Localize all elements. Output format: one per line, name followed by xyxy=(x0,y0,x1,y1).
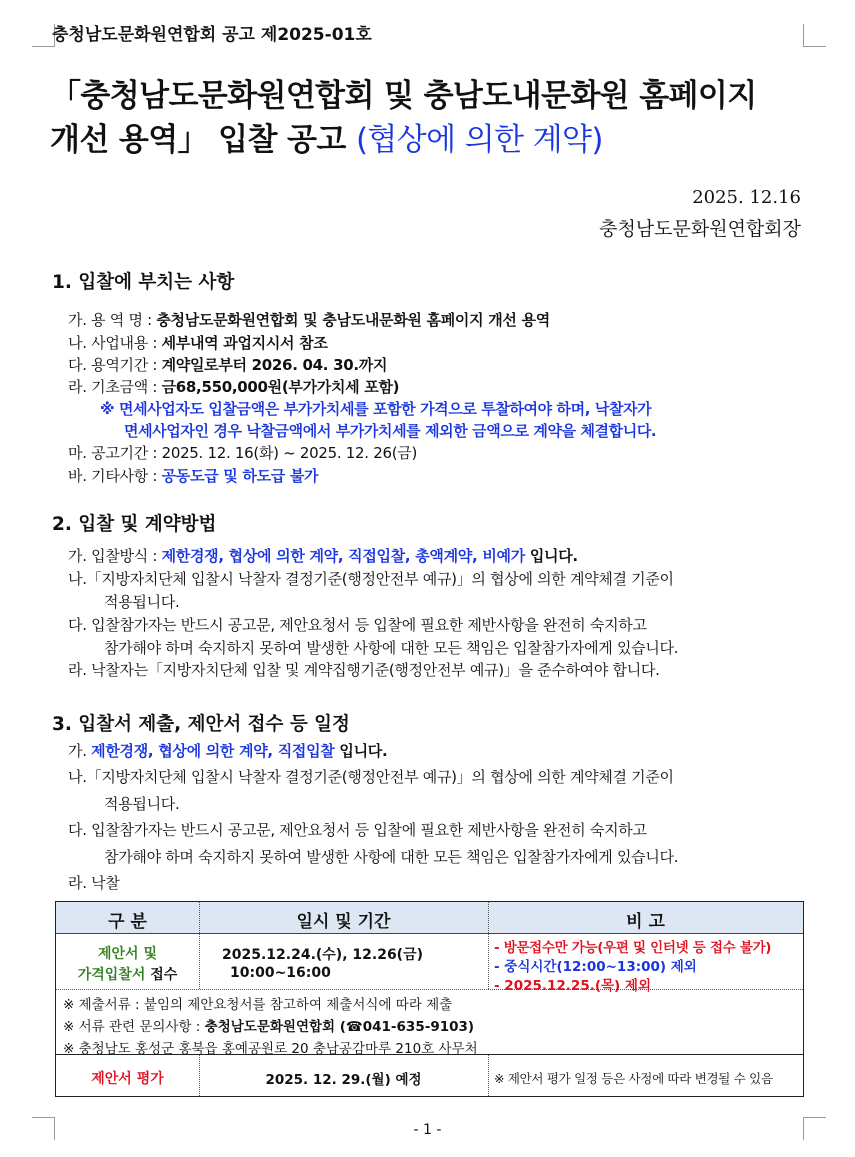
section3-item-b-line1: 나.「지방자치단체 입찰시 낙찰자 결정기준(행정안전부 예규)」의 협상에 의한 계약체결 기준이 xyxy=(68,768,674,786)
section2-heading: 2. 입찰 및 계약방법 xyxy=(52,514,217,535)
section2-item-b-line1: 나.「지방자치단체 입찰시 낙찰자 결정기준(행정안전부 예규)」의 협상에 의한 계약체결 기준이 xyxy=(68,570,674,588)
row2-remark: ※ 제안서 평가 일정 등은 사정에 따라 변경될 수 있음 xyxy=(494,1071,773,1086)
section2-item-a: 가. 입찰방식 : 제한경쟁, 협상에 의한 계약, 직접입찰, 총액계약, 비예가 입니다. xyxy=(68,547,578,565)
row1-datetime-line1: 2025.12.24.(수), 12.26(금) xyxy=(222,947,424,963)
crop-mark-top-right xyxy=(803,24,826,47)
row1-datetime-line2: 10:00~16:00 xyxy=(230,965,331,981)
section1-item-b: 나. 사업내용 : 세부내역 과업지시서 참조 xyxy=(68,334,328,352)
section2-item-c-line1: 다. 입찰참가자는 반드시 공고문, 제안요청서 등 입찰에 필요한 제반사항을 완전히 숙지하고 xyxy=(68,616,647,634)
tax-note-line1: ※ 면세사업자도 입찰금액은 부가가치세를 포함한 가격으로 투찰하여야 하며, 낙찰자가 xyxy=(100,400,652,418)
header-datetime: 일시 및 기간 xyxy=(296,912,391,932)
notice-title-line1: 「충청남도문화원연합회 및 충남도내문화원 홈페이지 xyxy=(50,78,757,114)
note-inquiry: ※ 서류 관련 문의사항 : 충청남도문화원연합회 (☎041-635-9103) xyxy=(63,1019,475,1035)
section1-item-c: 다. 용역기간 : 계약일로부터 2026. 04. 30.까지 xyxy=(68,356,388,374)
section3-item-c-line1: 다. 입찰참가자는 반드시 공고문, 제안요청서 등 입찰에 필요한 제반사항을 완전히 숙지하고 xyxy=(68,821,647,839)
note-address: ※ 충청남도 홍성군 홍북읍 홍예공원로 20 충남공감마루 210호 사무처 xyxy=(63,1041,478,1057)
tax-note-line2: 면세사업자인 경우 낙찰금액에서 부가가치세를 제외한 금액으로 계약을 체결합니다. xyxy=(124,422,657,440)
row1-remark-visit-only: - 방문접수만 가능(우편 및 인터넷 등 접수 불가) xyxy=(494,940,772,956)
notice-title-line2 xyxy=(50,114,603,159)
header-category: 구 분 xyxy=(108,912,147,932)
page-number: - 1 - xyxy=(413,1122,442,1138)
section1-item-d: 라. 기초금액 : 금68,550,000원(부가가치세 포함) xyxy=(68,378,400,396)
contact-info: 충청남도문화원연합회 (☎041-635-9103) xyxy=(204,1019,475,1035)
section3-heading: 3. 입찰서 제출, 제안서 접수 등 일정 xyxy=(52,714,350,735)
row1-category-line2: 가격입찰서 접수 xyxy=(77,967,178,983)
issue-date: 2025. 12.16 xyxy=(692,187,801,208)
row2-datetime: 2025. 12. 29.(월) 예정 xyxy=(265,1072,422,1088)
row1-remark-holiday: - 2025.12.25.(목) 제외 xyxy=(494,978,651,994)
section1-item-a: 가. 용 역 명 : 충청남도문화원연합회 및 충남도내문화원 홈페이지 개선 용역 xyxy=(68,311,550,329)
section1-heading: 1. 입찰에 부치는 사항 xyxy=(52,272,235,293)
issuer: 충청남도문화원연합회장 xyxy=(599,218,801,240)
section1-item-f: 바. 기타사항 : 공동도급 및 하도급 불가 xyxy=(68,467,319,485)
section1-item-e: 마. 공고기간 : 2025. 12. 16(화) ~ 2025. 12. 26(금) xyxy=(68,444,418,462)
schedule-table xyxy=(55,901,804,1097)
section3-item-a: 가. 제한경쟁, 협상에 의한 계약, 직접입찰 입니다. xyxy=(68,742,388,760)
row1-category-line1: 제안서 및 xyxy=(98,946,157,962)
section3-item-d: 라. 낙찰 xyxy=(68,874,120,892)
section2-item-d: 라. 낙찰자는「지방자치단체 입찰 및 계약집행기준(행정안전부 예규)」을 준수하여야 합니다. xyxy=(68,661,660,679)
row2-category: 제안서 평가 xyxy=(91,1071,164,1087)
header-remark: 비 고 xyxy=(626,912,665,932)
section2-item-b-line2: 적용됩니다. xyxy=(104,593,180,611)
row1-remark-lunch: - 중식시간(12:00~13:00) 제외 xyxy=(494,959,697,975)
notice-number: 충청남도문화원연합회 공고 제2025-01호 xyxy=(52,25,372,45)
section2-item-c-line2: 참가해야 하며 숙지하지 못하여 발생한 사항에 대한 모든 책임은 입찰참가자에게 있습니다. xyxy=(104,639,679,657)
note-documents: ※ 제출서류 : 붙임의 제안요청서를 참고하여 제출서식에 따라 제출 xyxy=(63,997,453,1013)
title-highlight: (협상에 의한 계약) xyxy=(355,122,603,158)
title-main: 개선 용역」 입찰 공고 xyxy=(50,122,356,158)
section3-item-c-line2: 참가해야 하며 숙지하지 못하여 발생한 사항에 대한 모든 책임은 입찰참가자에게 있습니다. xyxy=(104,848,679,866)
section3-item-b-line2: 적용됩니다. xyxy=(104,795,180,813)
